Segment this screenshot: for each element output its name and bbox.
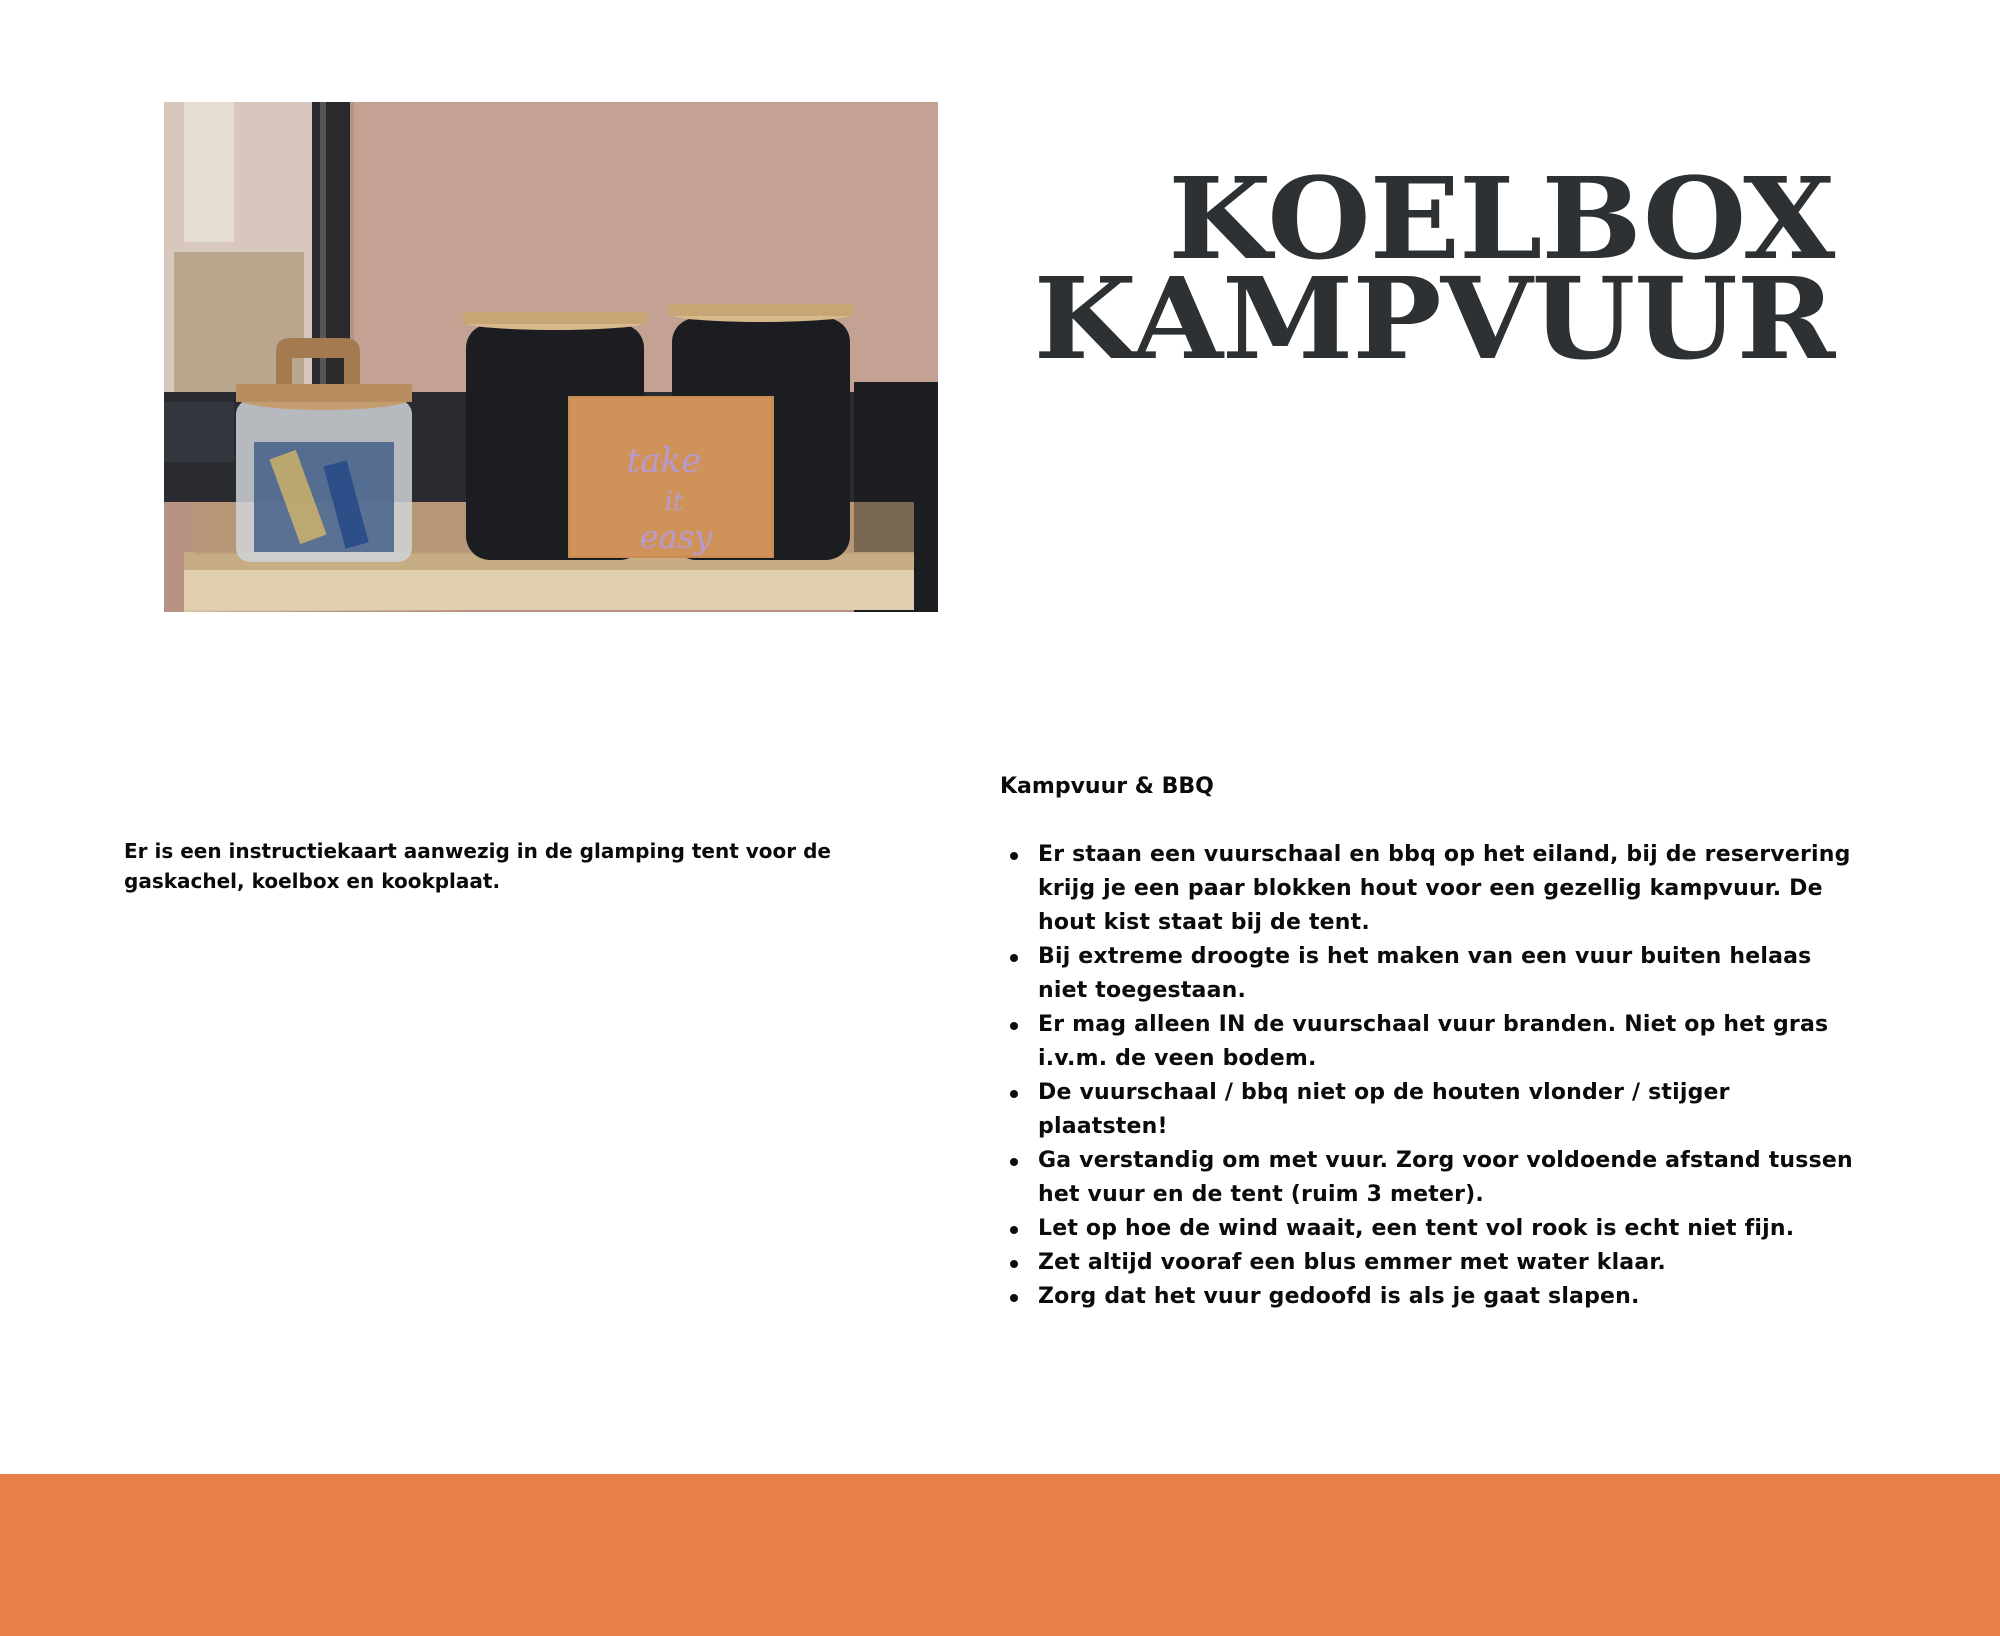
rules-section <box>1000 770 1860 1314</box>
footer-band <box>0 1474 2000 1636</box>
bullet-icon <box>1010 954 1018 962</box>
bullet-icon <box>1010 1090 1018 1098</box>
bullet-icon <box>1010 1260 1018 1268</box>
list-item: Let op hoe de wind waait, een tent vol rook is echt niet fijn. <box>1038 1212 1860 1246</box>
list-item: Zorg dat het vuur gedoofd is als je gaat slapen. <box>1038 1280 1860 1314</box>
title-line-2: KAMPVUUR <box>1033 254 1834 385</box>
bullet-icon <box>1010 1226 1018 1234</box>
list-item: De vuurschaal / bbq niet op de houten vlonder / stijger plaatsten! <box>1038 1076 1860 1144</box>
bullet-icon <box>1010 852 1018 860</box>
hero-photo <box>164 102 938 612</box>
card-text-1: take <box>626 441 702 481</box>
list-item: Zet altijd vooraf een blus emmer met water klaar. <box>1038 1246 1860 1280</box>
page-title <box>1033 154 1834 385</box>
list-item: Er staan een vuurschaal en bbq op het eiland, bij de reservering krijg je een paar blokken hout voor een gezellig kampvuur. De hout kist staat bij de tent. <box>1038 838 1860 940</box>
list-item: Bij extreme droogte is het maken van een vuur buiten helaas niet toegestaan. <box>1038 940 1860 1008</box>
list-item: Ga verstandig om met vuur. Zorg voor voldoende afstand tussen het vuur en de tent (ruim 3 meter). <box>1038 1144 1860 1212</box>
bullet-icon <box>1010 1158 1018 1166</box>
card-text-2: it <box>664 487 684 517</box>
title-line-1: KOELBOX <box>1168 154 1834 285</box>
rules-list <box>1000 838 1860 1314</box>
intro-paragraph: Er is een instructiekaart aanwezig in de glamping tent voor de gaskachel, koelbox en kookplaat. <box>124 839 831 893</box>
list-item: Er mag alleen IN de vuurschaal vuur branden. Niet op het gras i.v.m. de veen bodem. <box>1038 1008 1860 1076</box>
bullet-icon <box>1010 1022 1018 1030</box>
rules-heading: Kampvuur & BBQ <box>1000 774 1214 799</box>
card-text-3: easy <box>639 518 713 556</box>
bullet-icon <box>1010 1294 1018 1302</box>
photo-illustration <box>164 102 938 612</box>
